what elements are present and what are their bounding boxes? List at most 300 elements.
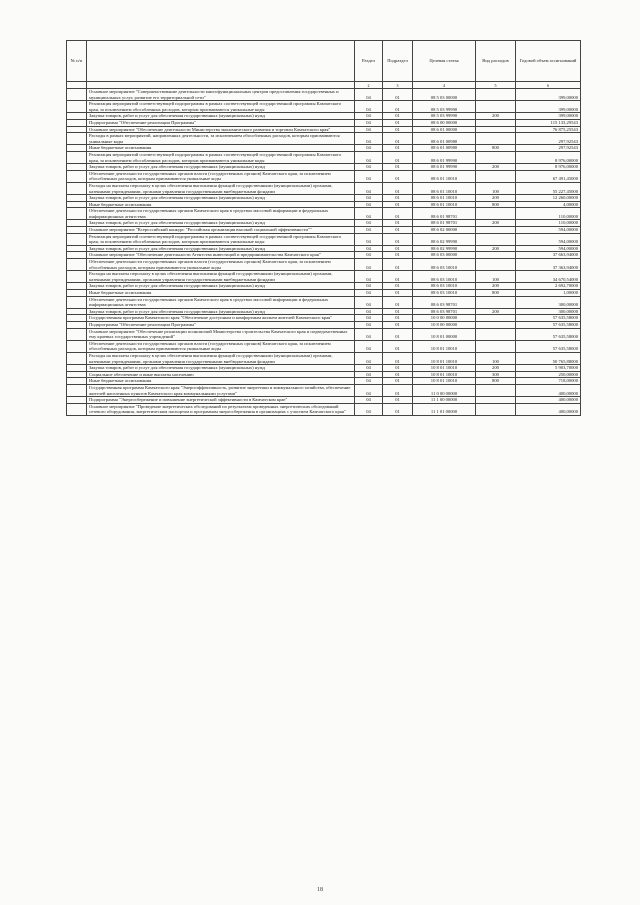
table-row [67,378,581,385]
cell-num [67,371,87,378]
cell-section: 04 [355,315,383,322]
cell-target: 10 8 01 10010 [413,371,476,378]
column-index-cell: 5 [476,82,516,89]
header-section: Раздел [355,41,383,82]
cell-subsection: 01 [383,403,413,415]
cell-num [67,164,87,171]
cell-section: 04 [355,245,383,252]
cell-sum: 400,00000 [516,397,581,404]
cell-section: 04 [355,252,383,259]
cell-expense: 800 [476,145,516,152]
cell-sum: 55 227,45000 [516,182,581,194]
table-row [67,208,581,220]
cell-num [67,151,87,163]
cell-num [67,365,87,372]
cell-name: Подпрограмма "Обеспечение реализации Программы" [87,321,355,328]
cell-name: Расходы на выплаты персоналу в целях обеспечения выполнения функций государственными (муниципальными) органами, казенными учреждениями, органами управления государственными внебюджетными фондами [87,182,355,194]
cell-target: 08 6 01 10010 [413,195,476,202]
cell-subsection: 01 [383,365,413,372]
cell-num [67,271,87,283]
cell-name: Закупка товаров, работ и услуг для обеспечения государственных (муниципальных) нужд [87,195,355,202]
cell-sum: 1,00000 [516,290,581,297]
cell-expense [476,233,516,245]
table-row [67,245,581,252]
table-row [67,397,581,404]
cell-num [67,403,87,415]
cell-section: 04 [355,384,383,396]
table-row [67,201,581,208]
header-expense: Вид расходов [476,41,516,82]
cell-target: 08 6 01 99990 [413,164,476,171]
table-row [67,371,581,378]
table-row [67,328,581,340]
cell-section: 04 [355,227,383,234]
cell-expense [476,208,516,220]
cell-target: 08 5 03 99990 [413,113,476,120]
cell-name: Закупка товаров, работ и услуг для обеспечения государственных (муниципальных) нужд [87,283,355,290]
table-row [67,170,581,182]
cell-num [67,384,87,396]
cell-sum: 57 635,58000 [516,328,581,340]
cell-name: Закупка товаров, работ и услуг для обеспечения государственных (муниципальных) нужд [87,245,355,252]
table-row [67,296,581,308]
cell-target: 08 6 03 10010 [413,259,476,271]
table-row [67,352,581,364]
cell-subsection: 01 [383,233,413,245]
cell-sum: 76 875,25543 [516,126,581,133]
cell-num [67,145,87,152]
cell-name: Основное мероприятие "Обеспечение деятельности Агентства инвестиций и предпринимательства Камчатского края" [87,252,355,259]
cell-sum: 4,00000 [516,201,581,208]
cell-section: 04 [355,328,383,340]
cell-sum: 57 635,58000 [516,321,581,328]
cell-num [67,201,87,208]
cell-subsection: 01 [383,252,413,259]
cell-name: Основное мероприятие "Обеспечение реализации полномочий Министерства строительства Камчатского края и подведомственных ему краевых государственных учреждений" [87,328,355,340]
cell-num [67,283,87,290]
cell-name: Закупка товаров, работ и услуг для обеспечения государственных (муниципальных) нужд [87,220,355,227]
cell-target: 08 6 01 10010 [413,170,476,182]
cell-name: Обеспечение деятельности государственных органов власти (государственных органов) Камчатского края, за исключением обособленных расходов, которым присваиваются уникальные коды [87,170,355,182]
cell-subsection: 01 [383,384,413,396]
cell-sum: 37 663,94000 [516,252,581,259]
cell-sum: 34 670,54000 [516,271,581,283]
table-row [67,384,581,396]
column-index-cell: 2 [355,82,383,89]
cell-target: 08 6 03 98701 [413,308,476,315]
cell-name: Основное мероприятие "Совершенствование деятельности многофункциональных центров предоставления государственных и муниципальных услуг, развитие его территориальной сети" [87,89,355,101]
cell-target: 10 8 01 00000 [413,328,476,340]
cell-sum: 250,00000 [516,371,581,378]
cell-num [67,101,87,113]
cell-sum: 67 491,45000 [516,170,581,182]
table-row [67,182,581,194]
cell-section: 04 [355,371,383,378]
cell-name: Обеспечение деятельности государственных органов Камчатского края в средствах массовой информации и федеральных информационных агентствах [87,208,355,220]
cell-section: 04 [355,296,383,308]
cell-target: 11 1 01 00000 [413,403,476,415]
table-row [67,101,581,113]
cell-expense [476,126,516,133]
cell-name: Закупка товаров, работ и услуг для обеспечения государственных (муниципальных) нужд [87,365,355,372]
cell-expense: 200 [476,164,516,171]
table-row [67,126,581,133]
cell-sum: 50 765,88000 [516,352,581,364]
cell-subsection: 01 [383,170,413,182]
cell-target: 08 5 03 99990 [413,101,476,113]
cell-expense: 200 [476,195,516,202]
cell-subsection: 01 [383,378,413,385]
cell-target: 08 6 02 99990 [413,245,476,252]
cell-sum: 110,00000 [516,208,581,220]
cell-name: Подпрограмма "Обеспечение реализации Программы" [87,119,355,126]
cell-sum: 300,00000 [516,296,581,308]
cell-name: Расходы в рамках мероприятий, направленных деятельности, за исключением обособленных расходов, которым присваиваются уникальные коды [87,133,355,145]
cell-name: Закупка товаров, работ и услуг для обеспечения государственных (муниципальных) нужд [87,164,355,171]
cell-num [67,252,87,259]
table-header-row [67,41,581,82]
cell-section: 04 [355,340,383,352]
cell-section: 04 [355,378,383,385]
cell-sum: 5 903,70000 [516,365,581,372]
cell-target: 10 8 01 10010 [413,365,476,372]
cell-section: 04 [355,259,383,271]
cell-expense [476,133,516,145]
cell-section: 04 [355,101,383,113]
cell-expense [476,151,516,163]
cell-section: 04 [355,233,383,245]
cell-expense: 200 [476,365,516,372]
cell-sum: 8 976,00000 [516,151,581,163]
cell-subsection: 01 [383,227,413,234]
cell-section: 04 [355,321,383,328]
table-row [67,220,581,227]
cell-expense: 200 [476,283,516,290]
cell-num [67,378,87,385]
cell-target: 08 6 01 00000 [413,126,476,133]
cell-section: 04 [355,164,383,171]
cell-num [67,245,87,252]
cell-target: 08 6 03 98701 [413,296,476,308]
cell-subsection: 01 [383,315,413,322]
cell-num [67,208,87,220]
cell-sum: 297,92543 [516,133,581,145]
cell-expense [476,119,516,126]
cell-sum: 300,00000 [516,308,581,315]
cell-subsection: 01 [383,328,413,340]
cell-subsection: 01 [383,182,413,194]
cell-name: Государственная программа Камчатского края "Обеспечение доступным и комфортным жильем жителей Камчатского края" [87,315,355,322]
cell-subsection: 01 [383,308,413,315]
cell-num [67,195,87,202]
cell-num [67,308,87,315]
table-row [67,403,581,415]
cell-expense: 800 [476,290,516,297]
cell-expense [476,296,516,308]
cell-sum: 594,00000 [516,233,581,245]
cell-expense: 100 [476,182,516,194]
cell-section: 04 [355,151,383,163]
cell-target: 08 6 03 10010 [413,290,476,297]
cell-subsection: 01 [383,151,413,163]
cell-expense: 200 [476,245,516,252]
cell-section: 04 [355,352,383,364]
cell-section: 04 [355,308,383,315]
cell-expense: 800 [476,201,516,208]
cell-name: Иные бюджетные ассигнования [87,201,355,208]
table-row [67,119,581,126]
cell-expense [476,89,516,101]
cell-sum: 37 363,94000 [516,259,581,271]
cell-num [67,170,87,182]
cell-num [67,328,87,340]
cell-expense [476,101,516,113]
header-name [87,41,355,82]
table-row [67,113,581,120]
cell-section: 04 [355,283,383,290]
table-row [67,321,581,328]
cell-expense: 100 [476,271,516,283]
cell-num [67,340,87,352]
cell-num [67,397,87,404]
cell-name: Обеспечение деятельности государственных органов власти (государственных органов) Камчатского края, за исключением обособленных расходов, которым присваиваются уникальные коды [87,259,355,271]
cell-section: 04 [355,220,383,227]
table-row [67,133,581,145]
cell-subsection: 01 [383,113,413,120]
table-row [67,290,581,297]
cell-target: 11 1 00 00000 [413,397,476,404]
column-index-row [67,82,581,89]
cell-section: 04 [355,208,383,220]
cell-subsection: 01 [383,119,413,126]
cell-expense [476,170,516,182]
cell-expense: 200 [476,220,516,227]
cell-name: Основное мероприятие "Всероссийский конкурс "Российская организация высокой социальной эффективности"" [87,227,355,234]
cell-num [67,113,87,120]
cell-subsection: 01 [383,89,413,101]
cell-sum: 718,00000 [516,378,581,385]
cell-name: Основное мероприятие "Обеспечение деятельности Министерства экономического развития и торговли Камчатского края" [87,126,355,133]
header-subsection: Подраздел [383,41,413,82]
page-number: 18 [317,887,323,893]
cell-num [67,220,87,227]
cell-target: 08 6 01 00980 [413,133,476,145]
cell-subsection: 01 [383,340,413,352]
cell-name: Иные бюджетные ассигнования [87,145,355,152]
cell-sum: 57 635,58000 [516,315,581,322]
cell-section: 04 [355,133,383,145]
cell-subsection: 01 [383,271,413,283]
column-index-cell [87,82,355,89]
cell-sum: 12 260,00000 [516,195,581,202]
cell-expense [476,321,516,328]
cell-expense [476,259,516,271]
cell-target: 08 6 03 10010 [413,283,476,290]
cell-sum: 115 133,29543 [516,119,581,126]
cell-expense [476,315,516,322]
cell-target: 08 6 01 98701 [413,208,476,220]
cell-expense: 800 [476,378,516,385]
cell-target: 08 6 01 10010 [413,201,476,208]
cell-target: 08 6 01 98701 [413,220,476,227]
cell-num [67,182,87,194]
cell-subsection: 01 [383,164,413,171]
column-index-cell: 3 [383,82,413,89]
cell-subsection: 01 [383,290,413,297]
cell-num [67,290,87,297]
cell-target: 08 6 01 10010 [413,182,476,194]
table-row [67,145,581,152]
cell-sum: 400,00000 [516,384,581,396]
header-num: № п/п [67,41,87,82]
cell-name: Закупка товаров, работ и услуг для обеспечения государственных (муниципальных) нужд [87,308,355,315]
header-sum: Годовой объем ассигнований [516,41,581,82]
cell-section: 04 [355,195,383,202]
table-row [67,315,581,322]
cell-subsection: 01 [383,352,413,364]
cell-target: 08 5 03 00000 [413,89,476,101]
cell-name: Расходы на выплаты персоналу в целях обеспечения выполнения функций государственными (муниципальными) органами, казенными учреждениями, органами управления государственными внебюджетными фондами [87,352,355,364]
cell-section: 04 [355,119,383,126]
cell-sum: 2 692,70000 [516,283,581,290]
cell-section: 04 [355,397,383,404]
cell-name: Обеспечение деятельности государственных органов власти (государственных органов) Камчатского края, за исключением обособленных расходов, которым присваиваются уникальные коды [87,340,355,352]
cell-name: Социальное обеспечение и иные выплаты населению [87,371,355,378]
cell-subsection: 01 [383,201,413,208]
table-row [67,365,581,372]
cell-target: 08 6 02 00000 [413,227,476,234]
cell-subsection: 01 [383,259,413,271]
table-row [67,271,581,283]
cell-section: 04 [355,145,383,152]
table-row [67,252,581,259]
cell-section: 04 [355,182,383,194]
table-row [67,340,581,352]
cell-expense [476,384,516,396]
cell-section: 04 [355,170,383,182]
cell-subsection: 01 [383,296,413,308]
table-row [67,233,581,245]
cell-expense: 300 [476,371,516,378]
cell-target: 08 6 01 00980 [413,145,476,152]
cell-sum: 8 976,00000 [516,164,581,171]
column-index-cell [67,82,87,89]
cell-name: Государственная программа Камчатского края "Энергоэффективность, развитие энергетики и коммунального хозяйства, обеспечение жителей населенных пунктов Камчатского края коммунальными услугами" [87,384,355,396]
cell-num [67,133,87,145]
table-row [67,283,581,290]
table-row [67,227,581,234]
cell-target: 11 0 00 00000 [413,384,476,396]
cell-num [67,233,87,245]
cell-expense: 200 [476,308,516,315]
cell-subsection: 01 [383,145,413,152]
cell-sum: 594,00000 [516,245,581,252]
cell-target: 08 6 00 00000 [413,119,476,126]
cell-name: Реализация мероприятий соответствующей подпрограммы в рамках соответствующей государственной программы Камчатского края, за исключением обособленных расходов, которым присваиваются уникальные коды [87,101,355,113]
cell-name: Обеспечение деятельности государственных органов Камчатского края в средствах массовой информации и федеральных информационных агентствах [87,296,355,308]
cell-subsection: 01 [383,371,413,378]
table-row [67,308,581,315]
cell-sum: 297,92543 [516,145,581,152]
table-row [67,164,581,171]
cell-subsection: 01 [383,126,413,133]
cell-subsection: 01 [383,321,413,328]
cell-target: 08 6 03 10010 [413,271,476,283]
table-row [67,89,581,101]
column-index-cell: 6 [516,82,581,89]
cell-expense [476,340,516,352]
cell-name: Реализация мероприятий соответствующей подпрограммы в рамках соответствующей государственной программы Камчатского края, за исключением обособленных расходов, которым присваиваются уникальные коды [87,233,355,245]
cell-section: 04 [355,89,383,101]
cell-num [67,259,87,271]
cell-subsection: 01 [383,195,413,202]
cell-num [67,89,87,101]
cell-name: Реализация мероприятий соответствующей подпрограммы в рамках соответствующей государственной программы Камчатского края, за исключением обособленных расходов, которым присваиваются уникальные коды [87,151,355,163]
cell-section: 04 [355,113,383,120]
cell-subsection: 01 [383,133,413,145]
cell-expense: 200 [476,113,516,120]
cell-subsection: 01 [383,220,413,227]
cell-subsection: 01 [383,283,413,290]
cell-sum: 594,00000 [516,227,581,234]
cell-subsection: 01 [383,245,413,252]
cell-subsection: 01 [383,397,413,404]
cell-sum: 57 635,58000 [516,340,581,352]
cell-expense [476,403,516,415]
cell-section: 04 [355,201,383,208]
cell-num [67,321,87,328]
table-row [67,151,581,163]
cell-sum: 399,00000 [516,89,581,101]
cell-name: Закупка товаров, работ и услуг для обеспечения государственных (муниципальных) нужд [87,113,355,120]
budget-table [66,40,581,416]
cell-target: 10 8 01 10010 [413,352,476,364]
cell-sum: 400,00000 [516,403,581,415]
cell-name: Иные бюджетные ассигнования [87,290,355,297]
cell-expense: 100 [476,352,516,364]
cell-name: Иные бюджетные ассигнования [87,378,355,385]
cell-subsection: 01 [383,208,413,220]
cell-expense [476,397,516,404]
table-row [67,195,581,202]
cell-name: Расходы на выплаты персоналу в целях обеспечения выполнения функций государственными (муниципальными) органами, казенными учреждениями, органами управления государственными внебюджетными фондами [87,271,355,283]
cell-section: 04 [355,126,383,133]
cell-target: 10 8 01 10010 [413,378,476,385]
cell-target: 10 0 00 00000 [413,315,476,322]
cell-num [67,119,87,126]
cell-section: 04 [355,290,383,297]
cell-sum: 399,00000 [516,113,581,120]
cell-num [67,227,87,234]
cell-num [67,296,87,308]
cell-subsection: 01 [383,101,413,113]
cell-target: 08 6 01 99990 [413,151,476,163]
cell-num [67,126,87,133]
cell-target: 10 8 01 10010 [413,340,476,352]
cell-expense [476,328,516,340]
cell-num [67,315,87,322]
cell-section: 04 [355,403,383,415]
column-index-cell: 4 [413,82,476,89]
table-row [67,259,581,271]
cell-num [67,352,87,364]
cell-name: Основное мероприятие "Проведение энергетических обследований по результатам проведенных энергетических обследований сетевого оборудования, энергетическим паспортам и программам энергосбережения в организациях с участием Камчатского края" [87,403,355,415]
cell-target: 08 6 02 99990 [413,233,476,245]
cell-name: Подпрограмма "Энергосбережение и повышение энергетической эффективности в Камчатском крае" [87,397,355,404]
cell-target: 10 8 00 00000 [413,321,476,328]
cell-sum: 110,00000 [516,220,581,227]
cell-expense [476,227,516,234]
